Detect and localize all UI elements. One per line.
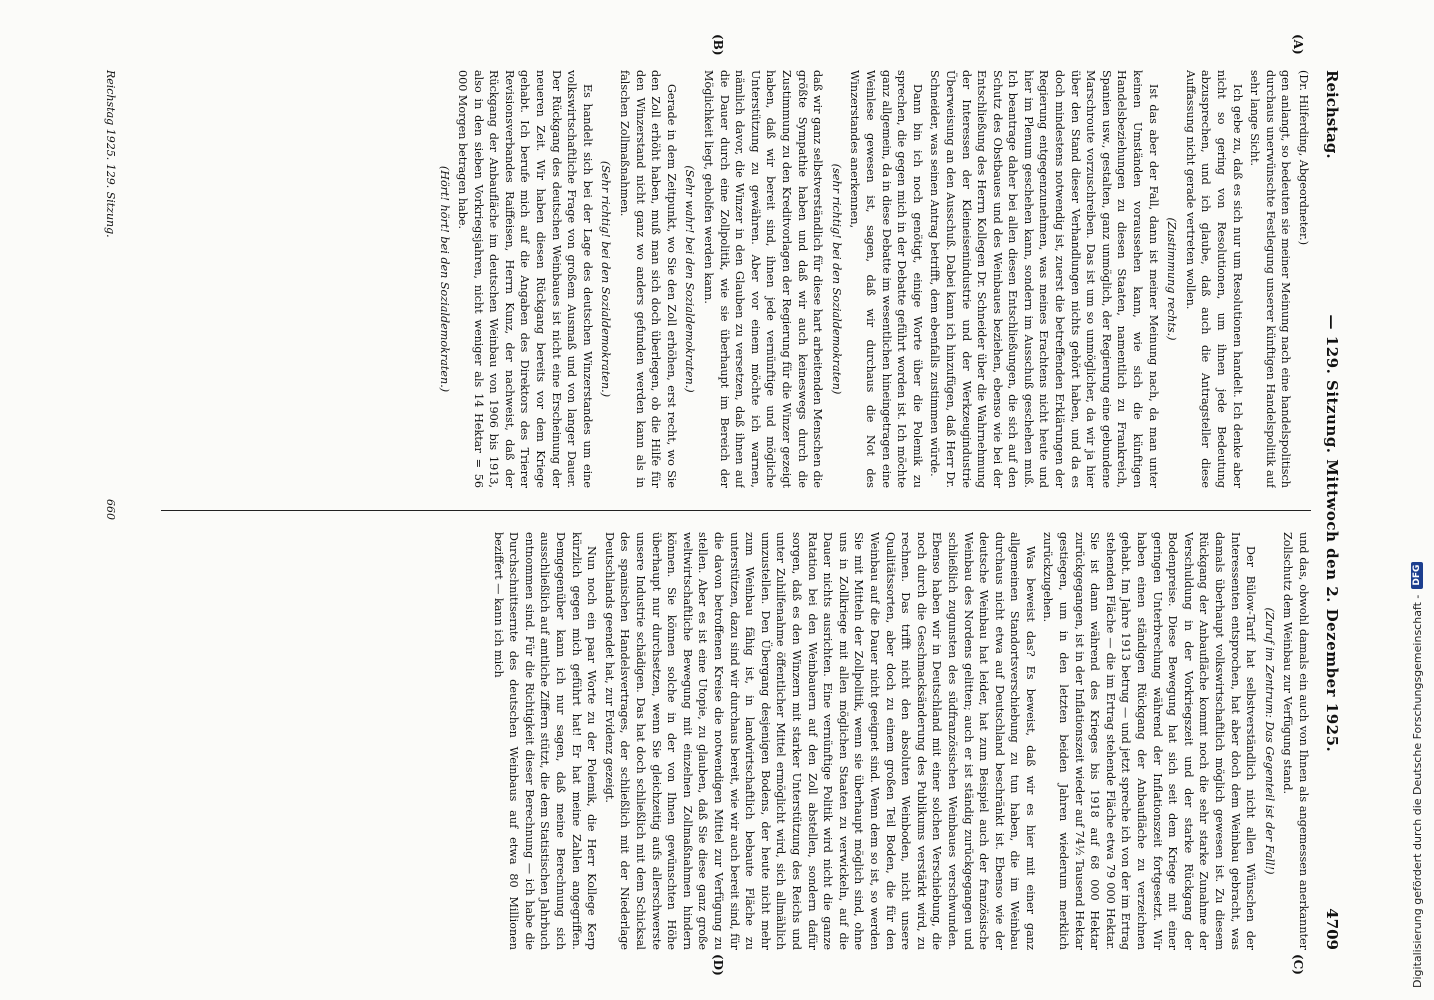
- paragraph: Ich gebe zu, daß es sich nur um Resolutionen handelt. Ich denke aber nicht so gering von Resolutionen, um ihnen jede Bedeutung abzusprechen, und ich glaube, daß auch die Antragsteller diese Auffassung nicht gerade vertreten wollen.: [1183, 70, 1244, 488]
- header-left: Reichstag.: [1323, 70, 1341, 159]
- footer-page-number: 660: [104, 499, 117, 520]
- interjection: (Hört! hört! bei den Sozialdemokraten.): [437, 165, 451, 393]
- paragraph: daß wir ganz selbstverständlich für diese hart arbeitenden Menschen die größte Sympathie haben und daß wir auch keineswegs durch die Zustimmung zu den Kreditvorlagen der Regierung für die Winzer gezeigt haben, daß wir bereit sind, ihnen jede vernünftige und mögliche Unterstützung zu gewähren. Aber vor einem möchte ich warnen, nämlich davor, die Winzer in den Glauben zu versetzen, daß ihnen auf die Dauer durch eine Zollpolitik, wie sie überhaupt im Bereich der Möglichkeit liegt, geholfen werden kann.: [702, 70, 825, 488]
- interjection: (sehr richtig! bei den Sozialdemokraten): [829, 163, 843, 395]
- paragraph: Es handelt sich bei der Lage des deutschen Winzerstandes um eine volkswirtschaftliche Frage von großem Ausmaß und von langer Dauer. Der Rückgang des deutschen Weinbaues ist nicht eine Erscheinung der neueren Zeit. Wir haben diesen Rückgang bereits vor dem Kriege gehabt. Ich berufe mich auf die Angaben des Direktors des Trierer Revisionsverbandes Raiffeisen, Herrn Kunz, der nachweist, daß der Rückgang der Anbaufläche im deutschen Weinbau von 1906 bis 1913, also in den sieben Vorkriegsjahren, nicht weniger als 14 Hektar = 56 000 Morgen betragen habe.: [456, 70, 594, 488]
- header-center: — 129. Sitzung. Mittwoch den 2. Dezember 1925.: [1323, 314, 1341, 753]
- page-header: [1319, 70, 1345, 950]
- margin-marker-c: (C): [1291, 954, 1305, 975]
- interjection: (Zuruf im Zentrum: Das Gegenteil ist der Fall!): [1262, 607, 1276, 875]
- paragraph: Gerade in dem Zeitpunkt, wo Sie den Zoll erhöhen, erst recht, wo Sie den Zoll erhöht haben, muß man sich doch überlegen, ob die Hilfe für den Winzerstand nicht ganz wo anders gefunden werden kann als in falschen Zollmaßnahmen.: [618, 70, 678, 488]
- page-footer: [104, 70, 117, 950]
- margin-marker-a: (A): [1291, 34, 1305, 55]
- margin-marker-b: (B): [711, 34, 725, 56]
- paragraph: Nun noch ein paar Worte zu der Polemik, die Herr Kollege Kerp kürzlich gegen mich geführt hat! Er hat meine Zahlen angegriffen. Demgegenüber kann ich nur sagen, daß meine Berechnung sich ausschließlich auf amtliche Ziffern stützt, die dem Statistischen Jahrbuch entnommen sind. Für die Richtigkeit dieser Berechnung — ich habe die Durchschnittsernte des deutschen Weinbaus auf etwa 80 Millionen beziffert — kann ich mich: [491, 532, 599, 950]
- paragraph: Dann bin ich noch genötigt, einige Worte über die Polemik zu sprechen, die gegen mich in der Debatte geführt worden ist. Ich möchte ganz allgemein, da in diese Debatte im wesentlichen hineingetragen eine Weinlese gewesen ist, sagen, daß wir durchaus die Not des Winzerstandes anerkennen,: [848, 70, 924, 488]
- footer-left: Reichstag 1925. 129. Sitzung.: [104, 70, 117, 238]
- paragraph: Was beweist das? Es beweist, daß wir es hier mit einer ganz allgemeinen Standortsverschiebung zu tun haben, die im Weinbau durchaus nicht etwa auf Deutschland beschränkt ist. Ebenso wie der deutsche Weinbau hat leider, hat zum Beispiel auch der französische Weinbau des Nordens gelitten; auch er ist ständig zurückgegangen und schließlich zugunsten des südfranzösischen Weinbaues verschwunden. Ebenso haben wir in Deutschland mit einer solchen Verschiebung, die noch durch die Geschmacksänderung des Publikums verstärkt wird, zu rechnen. Das trifft nicht den absoluten Weinboden, nicht unsere Qualitätssorten, aber doch zu einem großen Teil Boden, die für den Weinbau auf die Dauer nicht geeignet sind. Wenn dem so ist, so werden Sie mit Mitteln der Zollpolitik, wenn sie überhaupt möglich sind, ohne uns in Zollkriege mit allen möglichen Staaten zu verwickeln, auf die Dauer nichts ausrichten. Eine vernünftige Politik wird nicht die ganze Ratation bei den Weinbauern auf den Zoll abstellen, sondern dafür sorgen, daß es den Winzern mit starker Unterstützung des Reichs und unter Zuhilfenahme öffentlicher Mittel ermöglicht wird, sich allmählich umzustellen. Den Übergang desjenigen Bodens, der heute nicht mehr zum Weinbau fähig ist, in landwirtschaftlich bebaute Fläche zu unterstützen, dazu sind wir durchaus bereit, wie wir auch bereit sind, für die davon betroffenen Kreise die notwendigen Mittel zur Verfügung zu stellen. Aber es ist eine Utopie, zu glauben, daß Sie diese ganz große weltwirtschaftliche Bewegung mit einzelnen Zollmaßnahmen hindern können. Sie können solche in der von Ihnen gewünschten Höhe überhaupt nur durchsetzen, wenn Sie gleichzeitig aufs allerschwerste unsere Industrie schädigen. Das hat doch schließlich mit dem Schicksal des spanischen Handelsvertrages, der schließlich mit der Niederlage Deutschlands geendet hat, zur Evidenz gezeigt.: [602, 532, 1037, 950]
- right-column: [131, 532, 1311, 950]
- speaker-line: (Dr. Hilferding, Abgeordneter.): [1297, 70, 1310, 246]
- interjection: (Sehr richtig! bei den Sozialdemokraten.): [599, 160, 613, 398]
- interjection: (Sehr wahr! bei den Sozialdemokraten.): [683, 165, 697, 393]
- attribution-text: Digitalisierung gefördert durch die Deutsche Forschungsgemeinschaft -: [1410, 594, 1424, 988]
- rotated-page-content: [75, 34, 1345, 976]
- left-column: [131, 70, 1311, 488]
- interjection: (Zustimmung rechts.): [1165, 217, 1179, 341]
- paragraph: Der Bülow-Tarif hat selbstverständlich nicht allen Wünschen der Interessenten entsprochen, hat aber doch dem Weinbau gebracht, was damals überhaupt volkswirtschaftlich möglich gewesen ist. Zu diesem Rückgang der Anbaufläche kommt noch die sehr starke Zunahme der Verschuldung in der Vorkriegszeit und der starke Rückgang der Bodenpreise. Diese Bewegung hat sich seit dem Kriege mit einer geringen Unterbrechung während der Inflationszeit fortgesetzt. Wir haben einen ständigen Rückgang der Anbaufläche zu verzeichnen gehabt. Im Jahre 1913 betrug — und jetzt spreche ich von der im Ertrag stehenden Fläche — die im Ertrag stehende Fläche etwa 79 000 Hektar. Sie ist dann während des Krieges bis 1918 auf 68 000 Hektar zurückgegangen, ist in der Inflationszeit wieder auf 74½ Tausend Hektar gestiegen, um in den letzten beiden Jahren wiederum merklich zurückzugehen.: [1041, 532, 1258, 950]
- paragraph: Ist das aber der Fall, dann ist meiner Meinung nach, da man unter keinen Umständen voraussehen kann, wie sich die künftigen Handelsbeziehungen zu diesen Staaten, namentlich zu Frankreich, Spanien usw., gestalten, ganz unmöglich, der Regierung eine gebundene Marschroute vorzuschreiben. Das ist um so unmöglicher, da wir ja hier über den Stand dieser Verhandlungen nichts gehört haben, und da es doch mindestens notwendig ist, zuerst die betreffenden Erklärungen der Regierung entgegenzunehmen, was meines Erachtens nicht heute und hier im Plenum geschehen kann, sondern im Ausschuß geschehen muß. Ich beantrage daher bei allen diesen Entschließungen, die sich auf den Schutz des Obstbaues und des Weinbaues beziehen, ebenso wie bei der Entschließung des Herrn Kollegen Dr. Schneider über die Wahrnehmung der Interessen der Kleineisenindustrie und der Werkzeugindustrie Überweisung an den Ausschuß. Dabei kann ich hinzufügen, daß Herr Dr. Schneider, was seinen Antrag betrifft, dem ebenfalls zustimmen würde.: [928, 70, 1160, 488]
- paragraph: gen anlangt, so bedeuten sie meiner Meinung nach eine handelspolitisch durchaus unerwünschte Festlegung unserer künftigen Handelspolitik auf sehr lange Sicht.: [1248, 70, 1293, 488]
- column-divider: [161, 510, 1311, 511]
- digitization-attribution: [1407, 12, 1427, 988]
- paragraph: und das, obwohl damals ein auch von Ihnen als angemessen anerkannter Zollschutz dem Weinbau zur Verfügung stand.: [1281, 532, 1310, 950]
- dfg-logo-icon: DFG: [1411, 562, 1423, 589]
- margin-marker-d: (D): [711, 954, 725, 976]
- header-page-number: 4709: [1323, 908, 1341, 950]
